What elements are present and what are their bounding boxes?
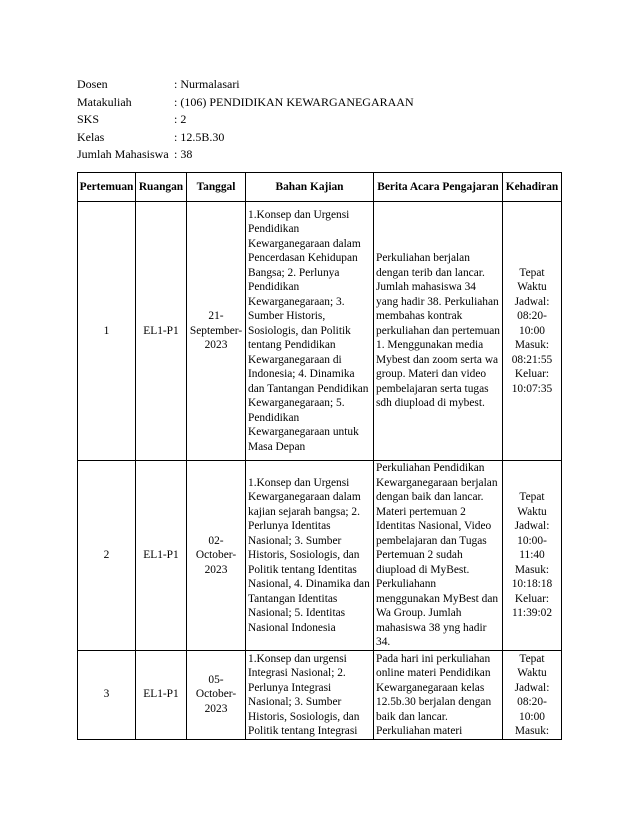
info-row-kelas <box>77 129 414 147</box>
table-row <box>78 461 562 651</box>
cell-kehadiran: Tepat Waktu Jadwal: 08:20- 10:00 Masuk: <box>503 650 562 739</box>
info-label: Dosen <box>77 77 108 91</box>
table-row <box>78 650 562 739</box>
info-label: Jumlah Mahasiswa <box>77 147 169 161</box>
info-label: Kelas <box>77 129 105 144</box>
cell-ruangan: EL1-P1 <box>136 461 187 651</box>
column-header-tanggal: Tanggal <box>187 173 246 202</box>
cell-ruangan: EL1-P1 <box>136 650 187 739</box>
cell-kehadiran: Tepat Waktu Jadwal: 10:00- 11:40 Masuk: 10:18:18 Keluar: 11:39:02 <box>503 461 562 651</box>
cell-bahan-kajian: 1.Konsep dan urgensi Integrasi Nasional; 2. Perlunya Integrasi Nasional; 3. Sumber Historis, Sosiologis, dan Politik tentang Integrasi <box>246 650 374 739</box>
table-row <box>78 202 562 461</box>
info-label: SKS <box>77 112 100 126</box>
cell-pertemuan: 2 <box>78 461 136 651</box>
column-header-pertemuan: Pertemuan <box>78 173 136 202</box>
info-row-matakuliah <box>77 94 414 112</box>
info-row-sks <box>77 111 414 129</box>
cell-tanggal: 02- October- 2023 <box>187 461 246 651</box>
cell-kehadiran: Tepat Waktu Jadwal: 08:20- 10:00 Masuk: 08:21:55 Keluar: 10:07:35 <box>503 202 562 461</box>
cell-pertemuan: 3 <box>78 650 136 739</box>
cell-berita-acara: Perkuliahan Pendidikan Kewarganegaraan berjalan dengan baik dan lancar. Materi pertemuan 2 Identitas Nasional, Video pembelajaran dan Tugas Pertemuan 2 sudah diupload di MyBest. Perkuliahann menggunakan MyBest dan Wa Group. Jumlah mahasiswa 38 yng hadir 34. <box>374 461 503 651</box>
cell-tanggal: 05- October- 2023 <box>187 650 246 739</box>
cell-berita-acara: Perkuliahan berjalan dengan terib dan lancar. Jumlah mahasiswa 34 yang hadir 38. Perkuliahan membahas kontrak perkuliahan dan pertemuan 1. Menggunakan media Mybest dan zoom serta wa group. Materi dan video pembelajaran serta tugas sdh diupload di mybest. <box>374 202 503 461</box>
cell-tanggal: 21- September- 2023 <box>187 202 246 461</box>
info-value: : 2 <box>174 112 187 126</box>
cell-pertemuan: 1 <box>78 202 136 461</box>
attendance-table <box>77 172 562 740</box>
column-header-kehadiran: Kehadiran <box>503 173 562 202</box>
cell-ruangan: EL1-P1 <box>136 202 187 461</box>
info-value: : 12.5B.30 <box>174 129 225 144</box>
info-label: Matakuliah <box>77 94 132 109</box>
info-row-dosen <box>77 76 414 94</box>
info-value: : (106) PENDIDIKAN KEWARGANEGARAAN <box>174 94 414 109</box>
course-info <box>77 76 414 164</box>
cell-berita-acara: Pada hari ini perkuliahan online materi Pendidikan Kewarganegaraan kelas 12.5b.30 berjalan dengan baik dan lancar. Perkuliahan materi <box>374 650 503 739</box>
info-row-jumlah-mahasiswa <box>77 146 414 164</box>
column-header-berita-acara: Berita Acara Pengajaran <box>374 173 503 202</box>
info-value: : Nurmalasari <box>174 77 240 91</box>
table-header-row <box>78 173 562 202</box>
cell-bahan-kajian: 1.Konsep dan Urgensi Kewarganegaraan dalam kajian sejarah bangsa; 2. Perlunya Identitas Nasional; 3. Sumber Historis, Sosiologis, dan Politik tentang Identitas Nasional, 4. Dinamika dan Tantangan Identitas Nasional; 5. Identitas Nasional Indonesia <box>246 461 374 651</box>
cell-bahan-kajian: 1.Konsep dan Urgensi Pendidikan Kewarganegaraan dalam Pencerdasan Kehidupan Bangsa; 2. Perlunya Pendidikan Kewarganegaraan; 3. Sumber Historis, Sosiologis, dan Politik tentang Pendidikan Kewarganegaraan di Indonesia; 4. Dinamika dan Tantangan Pendidikan Kewarganegaraan; 5. Pendidikan Kewarganegaraan untuk Masa Depan <box>246 202 374 461</box>
column-header-bahan-kajian: Bahan Kajian <box>246 173 374 202</box>
column-header-ruangan: Ruangan <box>136 173 187 202</box>
info-value: : 38 <box>174 147 193 161</box>
